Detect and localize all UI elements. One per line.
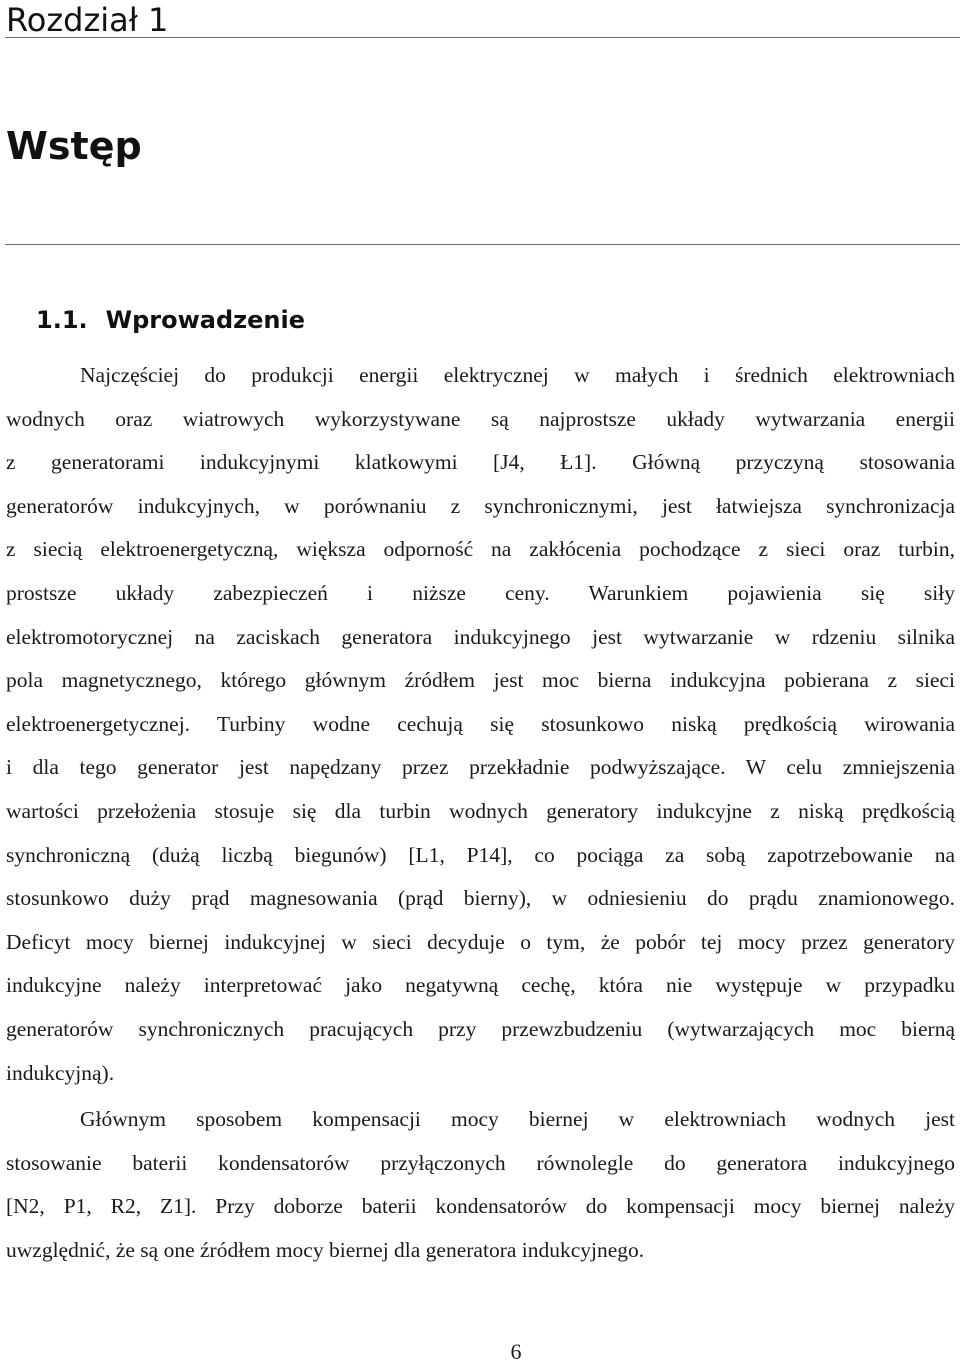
- paragraph-line: Głównym sposobem kompensacji mocy biernej w elektrowniach wodnych jest: [80, 1107, 955, 1131]
- page-number: 6: [510, 1339, 522, 1364]
- paragraph-line: elektromotorycznej na zaciskach generatora indukcyjnego jest wytwarzanie w rdzeniu silnika: [6, 624, 955, 649]
- paragraph-2: [6, 1098, 955, 1272]
- paragraph-line: z generatorami indukcyjnymi klatkowymi [J4, Ł1]. Główną przyczyną stosowania: [6, 450, 955, 475]
- paragraph-line: elektroenergetycznej. Turbiny wodne cechują się stosunkowo niską prędkością wirowania: [6, 711, 955, 736]
- paragraph-line: stosowanie baterii kondensatorów przyłączonych równolegle do generatora indukcyjnego: [6, 1150, 955, 1175]
- paragraph-line: indukcyjne należy interpretować jako negatywną cechę, która nie występuje w przypadku: [6, 973, 955, 998]
- paragraph-line: wartości przełożenia stosuje się dla turbin wodnych generatory indukcyjne z niską prędkością: [6, 798, 955, 823]
- paragraph-line: wodnych oraz wiatrowych wykorzystywane są najprostsze układy wytwarzania energii: [6, 406, 955, 431]
- chapter-label: Rozdział 1: [6, 1, 169, 39]
- paragraph-line: Najczęściej do produkcji energii elektrycznej w małych i średnich elektrowniach: [80, 363, 955, 387]
- paragraph-line: stosunkowo duży prąd magnesowania (prąd bierny), w odniesieniu do prądu znamionowego.: [6, 886, 955, 911]
- chapter-title: Wstęp: [6, 124, 142, 168]
- paragraph-line: synchroniczną (dużą liczbą biegunów) [L1, P14], co pociąga za sobą zapotrzebowanie na: [6, 842, 955, 867]
- paragraph-1: [6, 354, 955, 1095]
- paragraph-line: prostsze układy zabezpieczeń i niższe ceny. Warunkiem pojawienia się siły: [6, 580, 955, 605]
- paragraph-line: pola magnetycznego, którego głównym źródłem jest moc bierna indukcyjna pobierana z sieci: [6, 668, 955, 693]
- paragraph-line: [N2, P1, R2, Z1]. Przy doborze baterii kondensatorów do kompensacji mocy biernej należy: [6, 1194, 955, 1219]
- section-heading: [36, 300, 305, 340]
- paragraph-line: z siecią elektroenergetyczną, większa odporność na zakłócenia pochodzące z sieci oraz turbin,: [6, 537, 955, 562]
- paragraph-line: i dla tego generator jest napędzany przez przekładnie podwyższające. W celu zmniejszenia: [6, 755, 955, 780]
- bottom-divider: [5, 244, 960, 245]
- paragraph-line: indukcyjną).: [6, 1060, 115, 1085]
- paragraph-line: uwzględnić, że są one źródłem mocy biernej dla generatora indukcyjnego.: [6, 1237, 645, 1262]
- section-title: Wprowadzenie: [105, 306, 305, 334]
- paragraph-line: generatorów indukcyjnych, w porównaniu z synchronicznymi, jest łatwiejsza synchronizacja: [6, 493, 955, 518]
- paragraph-line: generatorów synchronicznych pracujących przy przewzbudzeniu (wytwarzających moc bierną: [6, 1016, 955, 1041]
- section-number: 1.1.: [36, 306, 88, 334]
- top-divider: [5, 37, 960, 38]
- paragraph-line: Deficyt mocy biernej indukcyjnej w sieci decyduje o tym, że pobór tej mocy przez generatory: [6, 929, 955, 954]
